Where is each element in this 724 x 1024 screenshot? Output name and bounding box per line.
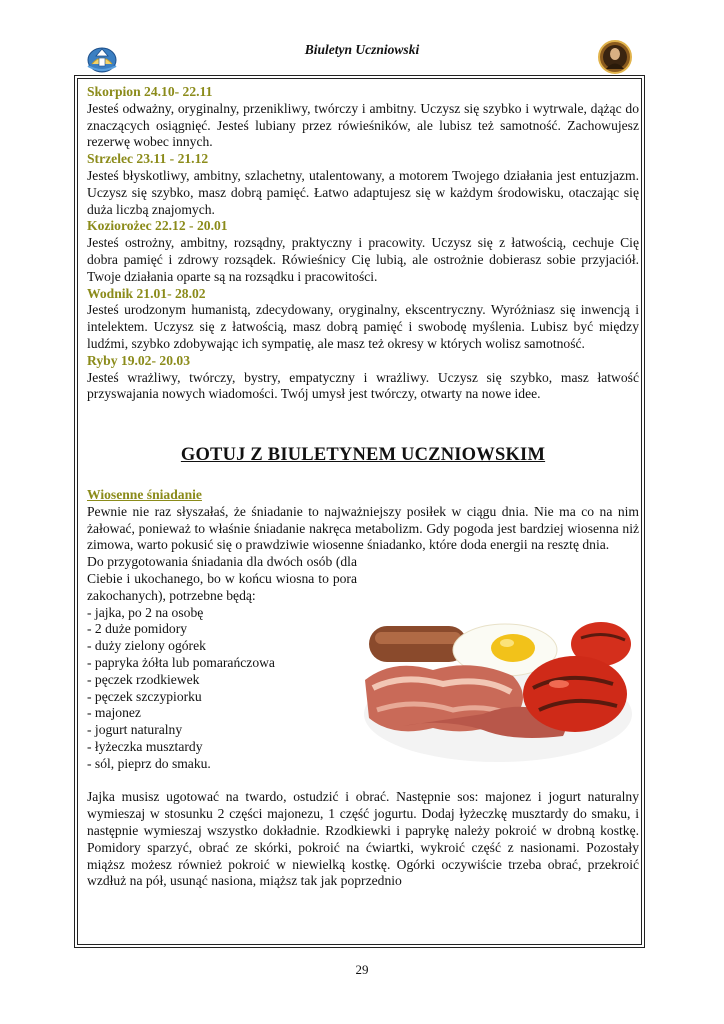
ingredient-item: - duży zielony ogórek	[87, 638, 206, 654]
page-header	[0, 0, 724, 74]
page-number: 29	[355, 962, 369, 977]
recipe-intro: Pewnie nie raz słyszałaś, że śniadanie to najważniejszy posiłek w ciągu dnia. Nie ma co na nim żałować, ponieważ to właśnie śniadanie nakręca metabolizm. Gdy pogoda jest bardziej wiosenna niż zimowa, warto pokusić się o prawdziwie wiosenne śniadanko, które doda energii na resztę dnia.	[87, 503, 639, 553]
sign-text-strzelec: Jesteś błyskotliwy, ambitny, szlachetny, utalentowany, a motorem Twojego działania jest entuzjazm. Uczysz się szybko, masz dobrą pamięć. Łatwo adaptujesz się w każdym środowisku, otaczając się duża liczbą znajomych.	[87, 167, 639, 217]
ingredients-lead: Do przygotowania śniadania dla dwóch osób (dla Ciebie i ukochanego, bo w końcu wiosna to pora zakochanych), potrzebne będą:	[87, 554, 357, 603]
sign-text-skorpion: Jesteś odważny, oryginalny, przenikliwy, twórczy i ambitny. Uczysz się szybko i wytrwale, dążąc do znaczących osiągnięć. Jesteś lubiany przez rówieśników, ale lubisz też samotność. Zachowujesz rezerwę wobec innych.	[87, 100, 639, 150]
ingredient-item: - majonez	[87, 705, 141, 721]
recipe-ingredients-block	[87, 554, 639, 772]
sign-title-strzelec: Strzelec 23.11 - 21.12	[87, 151, 209, 167]
ingredients-list	[87, 605, 357, 773]
recipe-section	[87, 487, 639, 890]
section-title: GOTUJ Z BIULETYNEM UCZNIOWSKIM	[180, 445, 546, 466]
sign-text-ryby: Jesteś wrażliwy, twórczy, bystry, empatyczny i wrażliwy. Uczysz się szybko, masz łatwość przyswajania nowych wiadomości. Twój umysł jest twórczy, otwarty na nowe idee.	[87, 369, 639, 402]
sign-title-ryby: Ryby 19.02- 20.03	[87, 352, 190, 368]
ingredient-item: - sól, pieprz do smaku.	[87, 755, 211, 771]
bulletin-title: Biuletyn Uczniowski	[304, 42, 420, 57]
ingredients-column	[87, 554, 357, 772]
ingredient-item: - łyżeczka musztardy	[87, 738, 203, 754]
ingredient-item: - pęczek rzodkiewek	[87, 671, 200, 687]
sign-text-koziorozec: Jesteś ostrożny, ambitny, rozsądny, praktyczny i pracowity. Uczysz się z łatwością, cechuje Cię dobra pamięć i zdrowy rozsądek. Rówieśnicy Cię lubią, ale ostrożnie dobierasz sobie przyjaciół. Twoje działania oparte są na rozsądku i pracowitości.	[87, 235, 639, 284]
ingredient-item: - pęczek szczypiorku	[87, 688, 202, 704]
sign-title-skorpion: Skorpion 24.10- 22.11	[87, 84, 213, 99]
ingredient-item: - 2 duże pomidory	[87, 621, 188, 637]
sign-text-wodnik: Jesteś urodzonym humanistą, zdecydowany, oryginalny, ekscentryczny. Wyróżniasz się inwencją i intelektem. Uczysz się z łatwością, masz dobrą pamięć i swobodę myślenia. Lubisz być między ludźmi, szybko zdobywając ich sympatię, ale masz też okresy w których wolisz samotność.	[87, 302, 639, 351]
portrait-medallion-icon	[598, 40, 632, 74]
sign-title-wodnik: Wodnik 21.01- 28.02	[87, 285, 206, 301]
ingredient-item: - jajka, po 2 na osobę	[87, 604, 204, 620]
page-content	[87, 84, 639, 890]
sign-title-koziorozec: Koziorożec 22.12 - 20.01	[87, 218, 228, 234]
recipe-instructions: Jajka musisz ugotować na twardo, ostudzić i obrać. Następnie sos: majonez i jogurt naturalny wymieszaj w stosunku 2 części majonezu, 1 część jogurtu. Dodaj łyżeczkę musztardy do smaku, i następnie wymieszaj wszystko dokładnie. Rzodkiewki i paprykę należy pokroić w drobną kostkę. Pomidory sparzyć, obrać ze skórki, pokroić na ćwiartki, wykroić część z nasionami. Pozostały miąższ możesz również pokroić w niewielką kostkę. Ogórki oczywiście trzeba obrać, przekroić wzdłuż na pół, usunąć nasiona, miąższ tak jak poprzednio	[87, 789, 639, 889]
breakfast-plate-photo	[363, 618, 633, 764]
horoscope-section	[87, 84, 639, 403]
recipe-title: Wiosenne śniadanie	[87, 486, 202, 502]
ingredient-item: - papryka żółta lub pomarańczowa	[87, 654, 275, 670]
ingredient-item: - jogurt naturalny	[87, 722, 183, 738]
